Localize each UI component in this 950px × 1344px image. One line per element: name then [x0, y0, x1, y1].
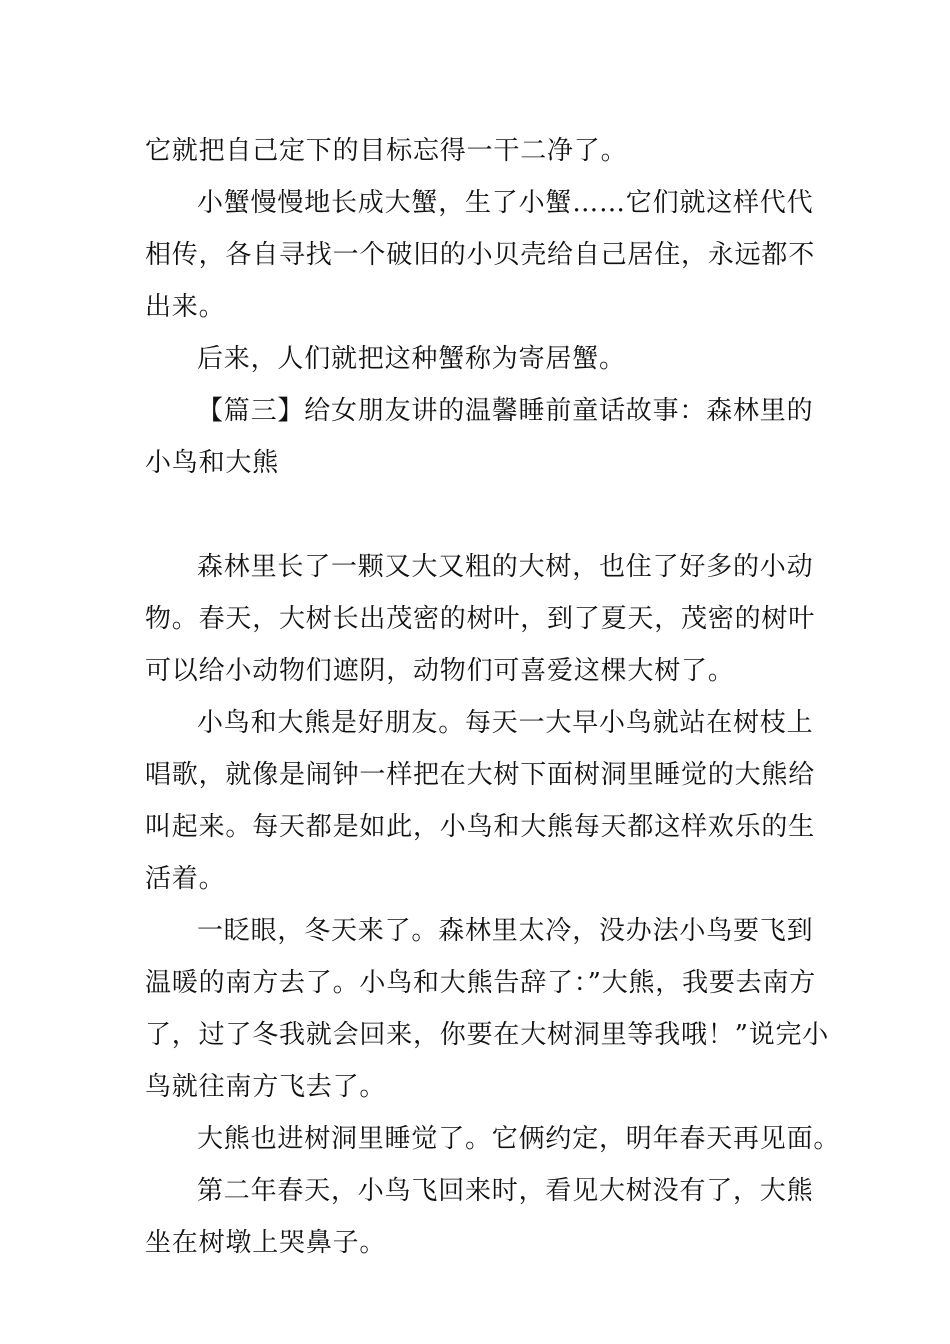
- text-line: 鸟就往南方飞去了。: [145, 1072, 387, 1102]
- paragraph: [145, 697, 816, 905]
- text-line: 后来，人们就把这种蟹称为寄居蟹。: [197, 344, 626, 374]
- paragraph: [145, 1165, 814, 1269]
- text-line: 出来。: [145, 292, 226, 322]
- paragraph: [145, 541, 816, 697]
- text-line: 森林里长了一颗又大又粗的大树，也住了好多的小动: [197, 552, 814, 582]
- paragraph: [145, 333, 805, 385]
- text-line: 了，过了冬我就会回来，你要在大树洞里等我哦！”说完小: [145, 1020, 830, 1050]
- paragraph: [145, 905, 830, 1113]
- heading-line: 小鸟和大熊: [145, 448, 280, 478]
- text-line: 大熊也进树洞里睡觉了。它俩约定，明年春天再见面。: [197, 1124, 841, 1154]
- blank-gap: [145, 489, 805, 541]
- text-line: 小鸟和大熊是好朋友。每天一大早小鸟就站在树枝上: [197, 708, 814, 738]
- text-line: 第二年春天，小鸟飞回来时，看见大树没有了，大熊: [197, 1176, 814, 1206]
- text-line: 一眨眼，冬天来了。森林里太冷，没办法小鸟要飞到: [197, 916, 814, 946]
- text-line: 坐在树墩上哭鼻子。: [145, 1228, 387, 1258]
- heading-line: 【篇三】给女朋友讲的温馨睡前童话故事：森林里的: [197, 396, 814, 426]
- text-line: 物。春天，大树长出茂密的树叶，到了夏天，茂密的树叶: [145, 604, 816, 634]
- text-line: 活着。: [145, 864, 226, 894]
- text-line: 相传，各自寻找一个破旧的小贝壳给自己居住，永远都不: [145, 240, 816, 270]
- paragraph: [145, 1113, 841, 1165]
- text-line: 小蟹慢慢地长成大蟹，生了小蟹……它们就这样代代: [197, 188, 814, 218]
- text-line: 叫起来。每天都是如此，小鸟和大熊每天都这样欢乐的生: [145, 812, 816, 842]
- text-line: 唱歌，就像是闹钟一样把在大树下面树洞里睡觉的大熊给: [145, 760, 816, 790]
- paragraph: [145, 177, 816, 333]
- text-line: 温暖的南方去了。小鸟和大熊告辞了：”大熊，我要去南方: [145, 968, 817, 998]
- section-heading: [145, 385, 814, 489]
- text-line: 可以给小动物们遮阴，动物们可喜爱这棵大树了。: [145, 656, 735, 686]
- paragraph-continued: [145, 125, 805, 177]
- text-line: 它就把自己定下的目标忘得一干二净了。: [145, 136, 628, 166]
- document-page: [145, 125, 841, 1269]
